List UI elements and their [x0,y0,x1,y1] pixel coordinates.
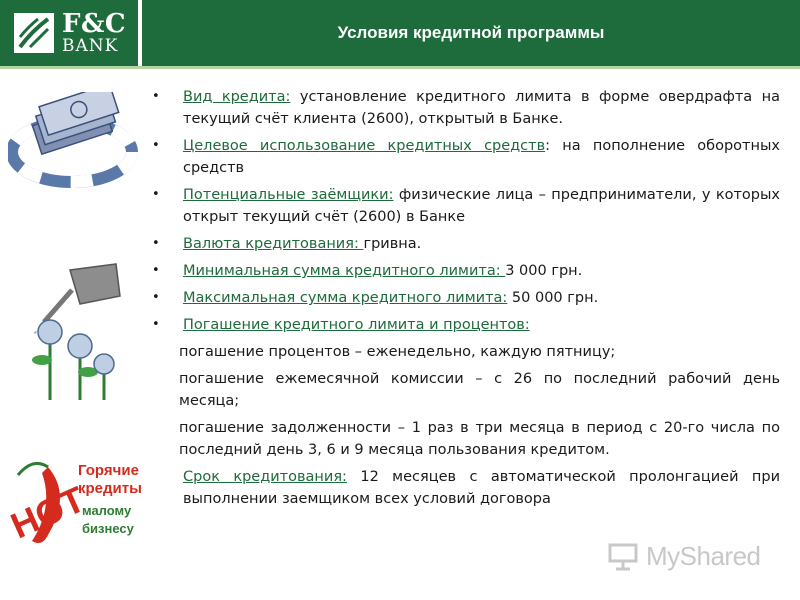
condition-text: : на пополнение оборотных средств [183,138,780,176]
hot-line-3: малому [82,503,132,518]
repayment-detail: погашение задолженности – 1 раз в три месяца в период с 20-го числа по последний день 3, 6 и 9 месяца пользования кредитом. [179,420,780,458]
logo-name: F&C [62,9,127,39]
condition-text: 12 месяцев с автоматической пролонгацией при выполнении заемщиком всех условий договора [183,469,780,507]
bullet-icon: • [152,236,160,251]
bank-logo [0,0,138,66]
slide-title: Условия кредитной программы [337,23,605,42]
bullet-icon: • [152,290,160,305]
condition-key: Целевое использование кредитных средств [183,138,546,154]
condition-key: Минимальная сумма кредитного лимита: [183,263,506,279]
money-lifebuoy-illustration [8,92,142,192]
conditions-list [150,86,780,515]
bank-logo-mark-icon [14,13,54,53]
condition-item [150,184,780,228]
repayment-detail: погашение процентов – еженедельно, каждую пятницу; [179,344,616,360]
condition-key: Максимальная сумма кредитного лимита: [183,290,508,306]
bullet-icon: • [152,187,160,202]
bullet-icon: • [152,138,160,153]
condition-text: 50 000 грн. [507,290,599,306]
watermark-text: MyShared [646,540,761,571]
condition-text: физические лица – предприниматели, у которых открыт текущий счёт (2600) в Банке [183,187,781,225]
bullet-icon: • [152,317,160,332]
watering-can-illustration [20,260,130,410]
condition-text: гривна. [363,236,422,252]
hot-line-2: кредиты [78,480,142,497]
condition-item [150,233,780,255]
header-divider [0,66,800,69]
condition-key: Срок кредитования: [183,469,347,485]
condition-text: 3 000 грн. [505,263,583,279]
condition-item [150,260,780,282]
condition-item [150,287,780,309]
condition-key: Валюта кредитования: [183,236,364,252]
bullet-icon: • [152,263,160,278]
condition-key: Потенциальные заёмщики: [183,187,394,203]
hot-line-1: Горячие [78,462,139,479]
slide-header [0,0,800,66]
presentation-board-icon [608,541,638,571]
condition-item [150,314,780,336]
condition-key: Вид кредита: [183,89,291,105]
condition-text: установление кредитного лимита в форме овердрафта на текущий счёт клиента (2600), открытый в Банке. [183,89,780,127]
condition-item [150,135,780,179]
myshared-watermark [608,538,768,574]
condition-item [150,86,780,130]
title-bar [142,0,800,66]
hot-word: HOT [8,478,91,547]
hot-credits-illustration [8,455,158,550]
hot-line-4: бизнесу [82,521,134,536]
bullet-icon: • [152,89,160,104]
condition-item [150,466,780,510]
condition-key: Погашение кредитного лимита и процентов: [183,317,530,333]
logo-subname: BANK [62,36,119,56]
repayment-detail: погашение ежемесячной комиссии – с 26 по последний рабочий день месяца; [179,371,780,409]
